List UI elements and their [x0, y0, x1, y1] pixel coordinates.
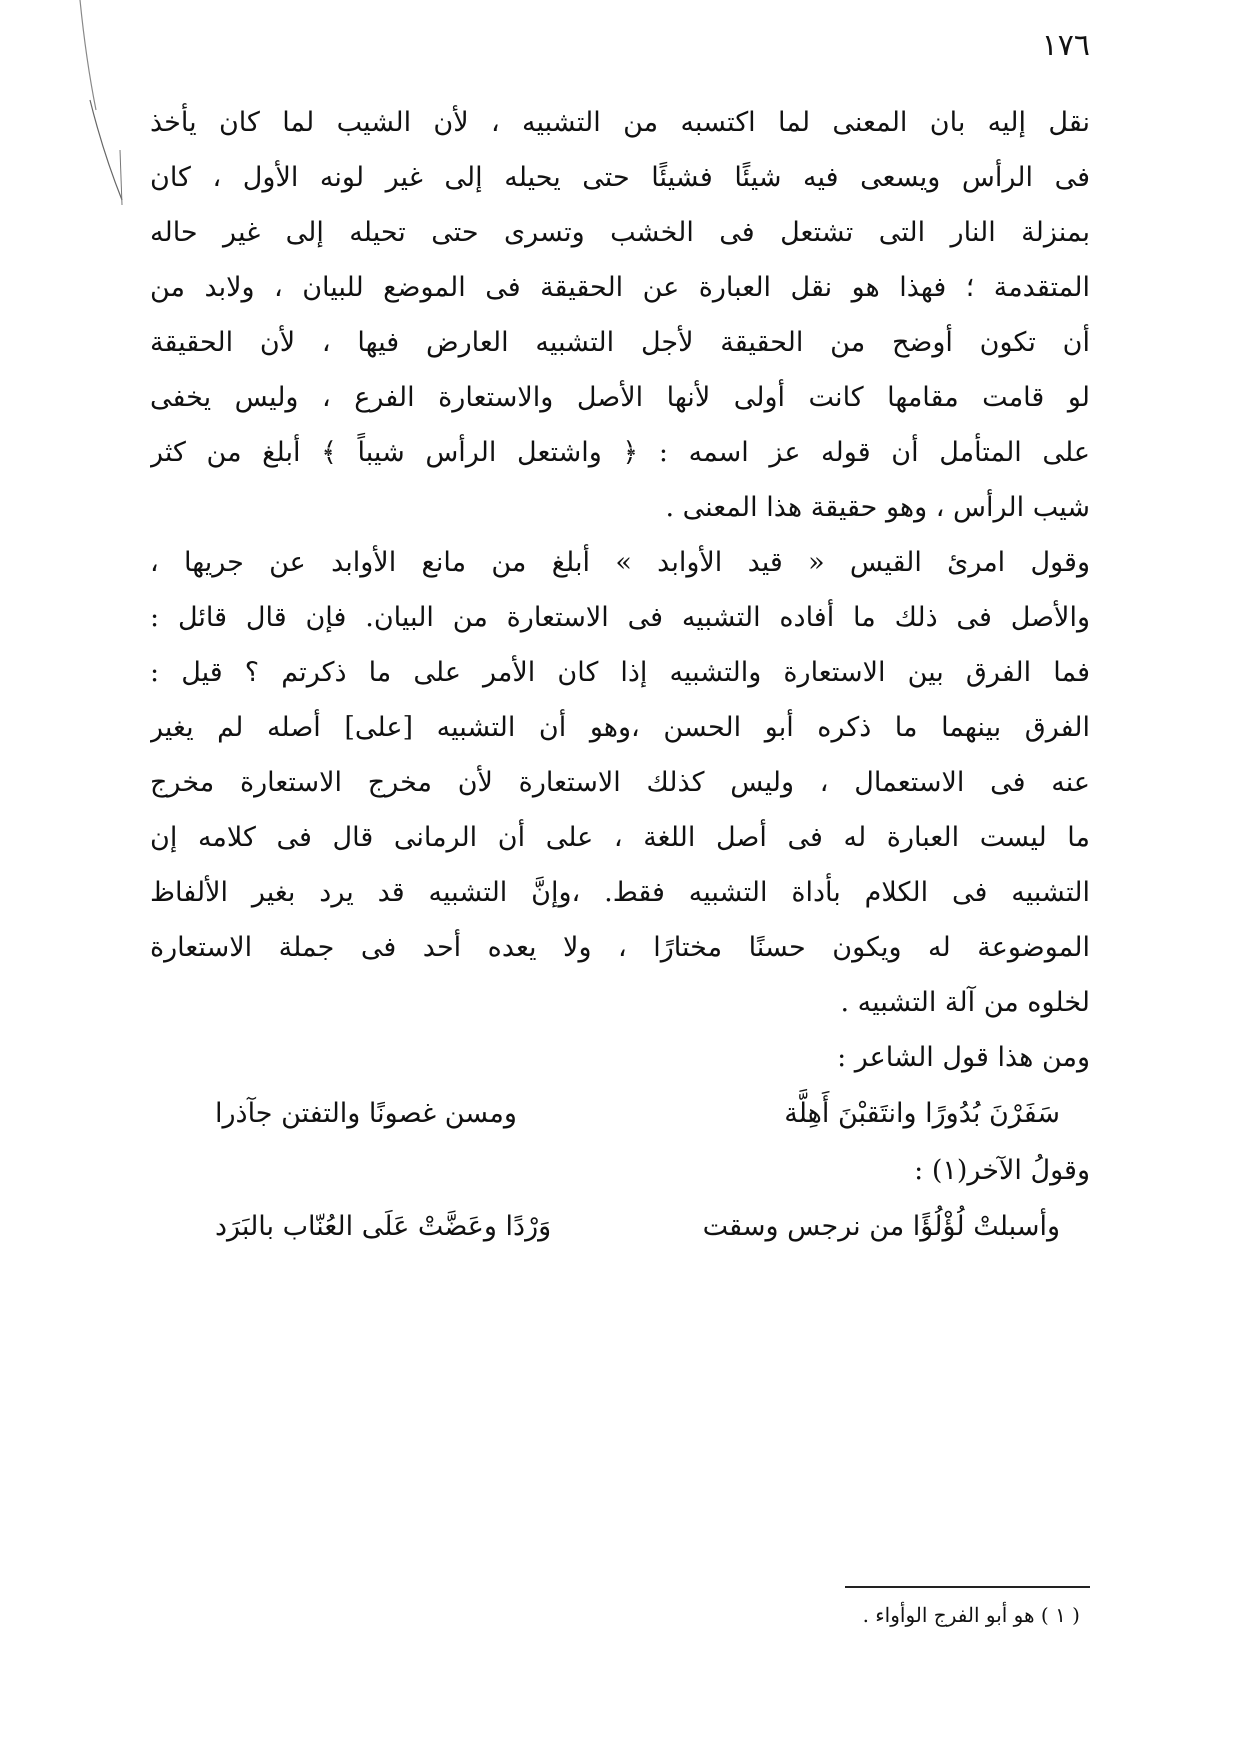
- text-line: لو قامت مقامها كانت أولى لأنها الأصل والاستعارة الفرع ، وليس يخفى: [150, 382, 1090, 413]
- text-line: لخلوه من آلة التشبيه .: [840, 987, 1090, 1018]
- text-line: شيب الرأس ، وهو حقيقة هذا المعنى .: [665, 492, 1090, 523]
- text-line: فما الفرق بين الاستعارة والتشبيه إذا كان الأمر على ما ذكرتم ؟ قيل :: [150, 657, 1090, 688]
- text-line: المتقدمة ؛ فهذا هو نقل العبارة عن الحقيقة فى الموضع للبيان ، ولابد من: [150, 272, 1090, 303]
- body-text: [150, 95, 1090, 1256]
- verse-second-hemistich: وَرْدًا وعَضَّتْ عَلَى العُنّاب بالبَرَد: [215, 1211, 552, 1242]
- text-line: وقول امرئ القيس « قيد الأوابد » أبلغ من مانع الأوابد عن جريها ،: [150, 547, 1090, 578]
- text-line: ما ليست العبارة له فى أصل اللغة ، على أن الرمانى قال فى كلامه إن: [150, 822, 1090, 853]
- text-line: أن تكون أوضح من الحقيقة لأجل التشبيه العارض فيها ، لأن الحقيقة: [150, 327, 1090, 358]
- text-line: ومن هذا قول الشاعر :: [837, 1042, 1090, 1073]
- poem-verse: [150, 1085, 1090, 1143]
- text-line: عنه فى الاستعمال ، وليس كذلك الاستعارة لأن مخرج الاستعارة مخرج: [150, 767, 1090, 798]
- text-line: على المتأمل أن قوله عز اسمه : ﴿ واشتعل الرأس شيباً ﴾ أبلغ من كثر: [150, 437, 1090, 468]
- text-line: وقولُ الآخر(١) :: [914, 1155, 1090, 1186]
- verse-first-hemistich: سَفَرْنَ بُدُورًا وانتَقبْنَ أَهِلَّة: [784, 1098, 1060, 1129]
- verse-second-hemistich: ومسن غصونًا والتفتن جآذرا: [215, 1098, 517, 1129]
- verse-first-hemistich: وأسبلتْ لُؤْلُؤًا من نرجس وسقت: [702, 1211, 1060, 1242]
- poem-verse: [150, 1198, 1090, 1256]
- page-number: ١٧٦: [1041, 28, 1090, 63]
- text-line: فى الرأس ويسعى فيه شيئًا فشيئًا حتى يحيله إلى غير لونه الأول ، كان: [150, 162, 1090, 193]
- text-line: الفرق بينهما ما ذكره أبو الحسن ،وهو أن التشبيه [على] أصله لم يغير: [150, 712, 1090, 743]
- text-line: والأصل فى ذلك ما أفاده التشبيه فى الاستعارة من البيان. فإن قال قائل :: [150, 602, 1090, 633]
- text-line: الموضوعة له ويكون حسنًا مختارًا ، ولا يعده أحد فى جملة الاستعارة: [150, 932, 1090, 963]
- footnote: ( ١ ) هو أبو الفرج الوأواء .: [862, 1603, 1080, 1627]
- text-line: نقل إليه بان المعنى لما اكتسبه من التشبيه ، لأن الشيب لما كان يأخذ: [150, 107, 1090, 138]
- text-line: التشبيه فى الكلام بأداة التشبيه فقط. ،وإنَّ التشبيه قد يرد بغير الألفاظ: [150, 877, 1090, 908]
- margin-pencil-mark: [76, 0, 146, 230]
- footnote-divider: [845, 1586, 1090, 1588]
- text-line: بمنزلة النار التى تشتعل فى الخشب وتسرى حتى تحيله إلى غير حاله: [150, 217, 1090, 248]
